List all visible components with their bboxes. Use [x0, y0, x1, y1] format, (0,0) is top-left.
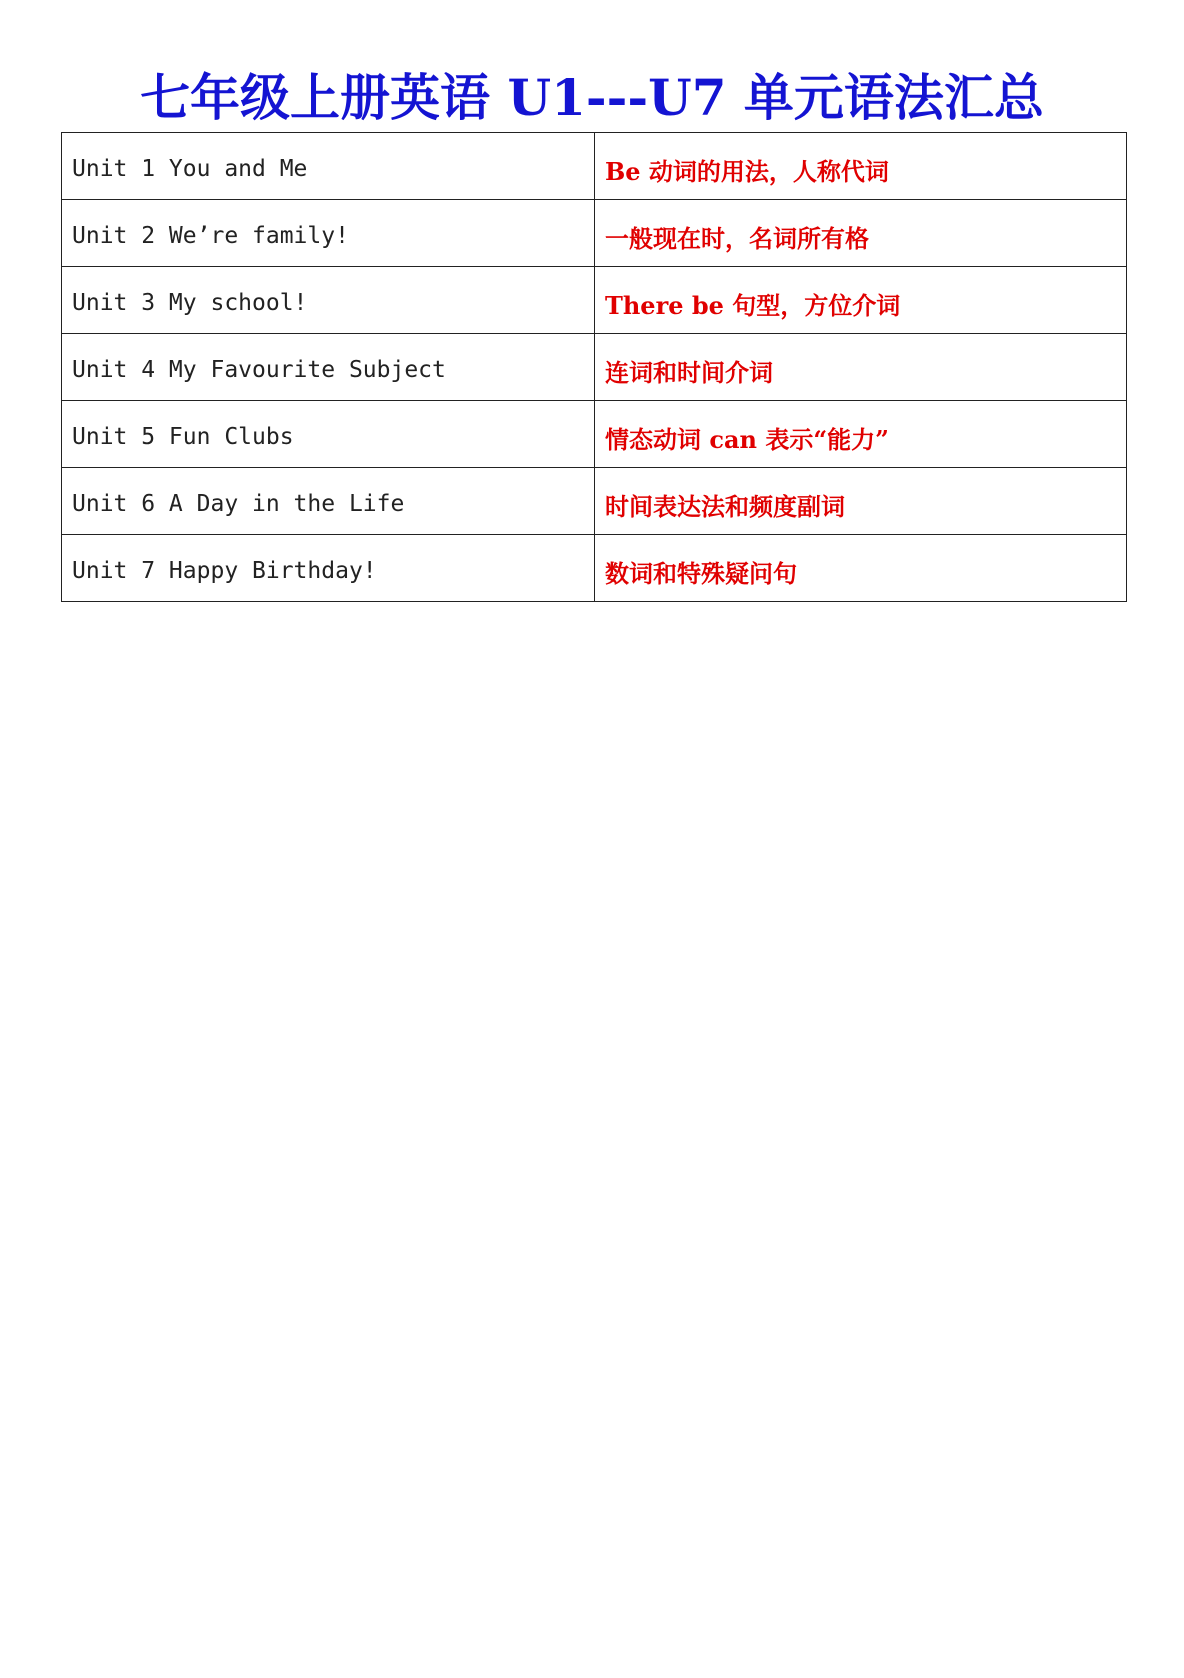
- table-row: [62, 200, 1127, 267]
- grammar-topic: There be 句型，方位介词: [595, 267, 1127, 334]
- table-row: [62, 133, 1127, 200]
- grammar-topic: 连词和时间介词: [595, 334, 1127, 401]
- unit-name: Unit 1 You and Me: [62, 133, 595, 200]
- unit-name: Unit 2 We’re family!: [62, 200, 595, 267]
- grammar-topic: Be 动词的用法，人称代词: [595, 133, 1127, 200]
- table-row: [62, 334, 1127, 401]
- unit-name: Unit 3 My school!: [62, 267, 595, 334]
- grammar-topic: 一般现在时，名词所有格: [595, 200, 1127, 267]
- page-title: 七年级上册英语 U1---U7 单元语法汇总: [140, 68, 1044, 127]
- unit-name: Unit 6 A Day in the Life: [62, 468, 595, 535]
- table-row: [62, 267, 1127, 334]
- grammar-topic: 时间表达法和频度副词: [595, 468, 1127, 535]
- unit-name: Unit 5 Fun Clubs: [62, 401, 595, 468]
- table-row: [62, 468, 1127, 535]
- grammar-topic: 数词和特殊疑问句: [595, 535, 1127, 602]
- unit-name: Unit 7 Happy Birthday!: [62, 535, 595, 602]
- unit-name: Unit 4 My Favourite Subject: [62, 334, 595, 401]
- grammar-topic: 情态动词 can 表示“能力”: [595, 401, 1127, 468]
- grammar-summary-table: [61, 132, 1127, 602]
- table-row: [62, 535, 1127, 602]
- table-row: [62, 401, 1127, 468]
